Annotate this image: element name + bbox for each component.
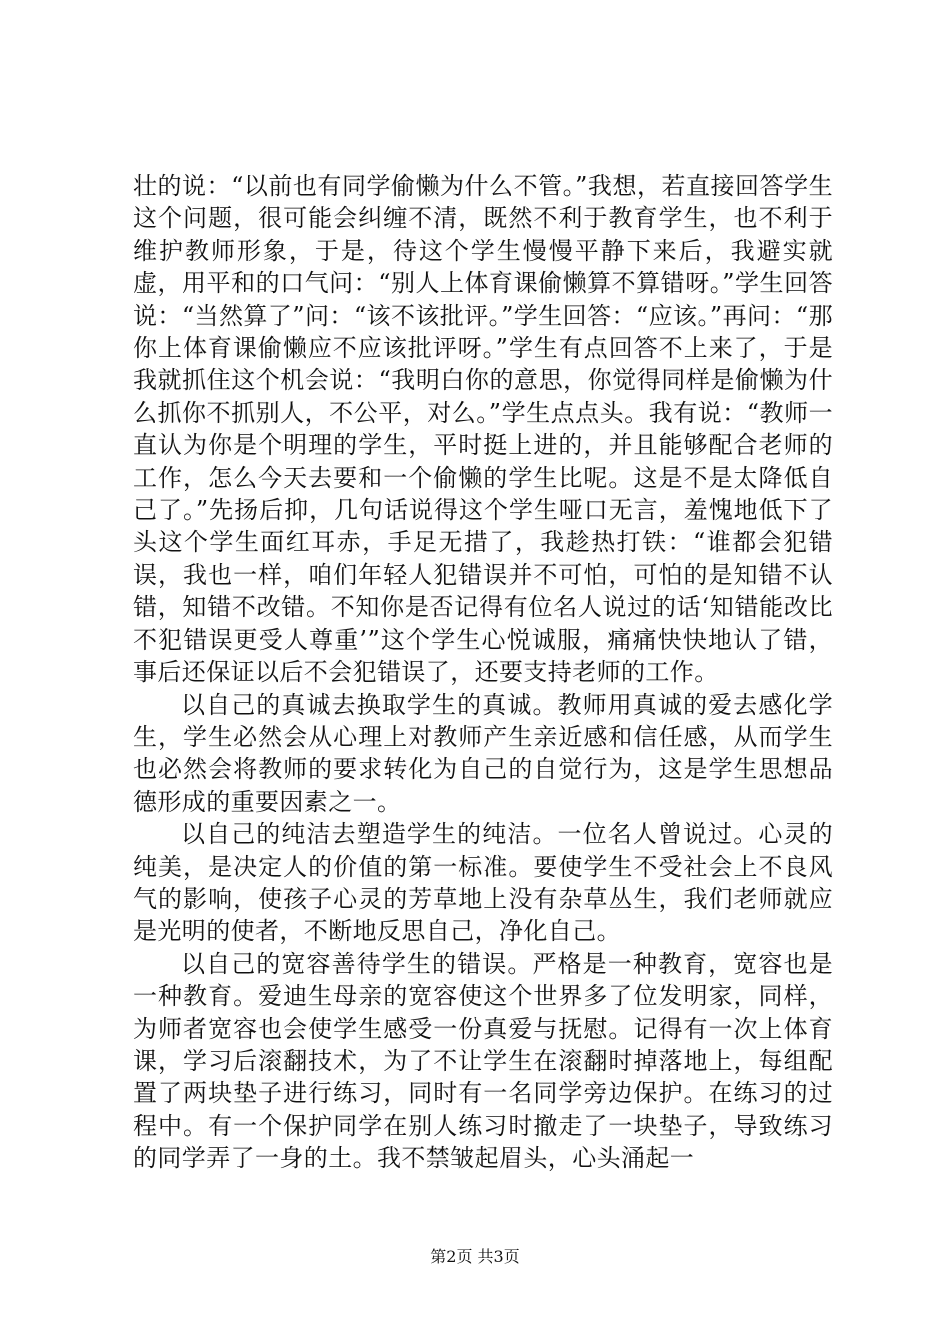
body-text xyxy=(133,170,833,1175)
paragraph-3: 以自己的纯洁去塑造学生的纯洁。一位名人曾说过。心灵的纯美，是决定人的价值的第一标准。要使学生不受社会上不良风气的影响，使孩子心灵的芳草地上没有杂草丛生，我们老师就应是光明的使者，不断地反思自己，净化自己。 xyxy=(133,820,833,946)
page-footer xyxy=(0,1247,950,1267)
paragraph-2: 以自己的真诚去换取学生的真诚。教师用真诚的爱去感化学生，学生必然会从心理上对教师产生亲近感和信任感，从而学生也必然会将教师的要求转化为自己的自觉行为，这是学生思想品德形成的重要因素之一。 xyxy=(133,690,833,816)
paragraph-1: 壮的说：“以前也有同学偷懒为什么不管。”我想，若直接回答学生这个问题，很可能会纠缠不清，既然不利于教育学生，也不利于维护教师形象，于是，待这个学生慢慢平静下来后，我避实就虚，用平和的口气问：“别人上体育课偷懒算不算错呀。”学生回答说：“当然算了”问：“该不该批评。”学生回答：“应该。”再问：“那你上体育课偷懒应不应该批评呀。”学生有点回答不上来了，于是我就抓住这个机会说：“我明白你的意思，你觉得同样是偷懒为什么抓你不抓别人，不公平，对么。”学生点点头。我有说：“教师一直认为你是个明理的学生，平时挺上进的，并且能够配合老师的工作，怎么今天去要和一个偷懒的学生比呢。这是不是太降低自己了。”先扬后抑，几句话说得这个学生哑口无言，羞愧地低下了头这个学生面红耳赤，手足无措了，我趁热打铁：“谁都会犯错误，我也一样，咱们年轻人犯错误并不可怕，可怕的是知错不认错，知错不改错。不知你是否记得有位名人说过的话‘知错能改比不犯错误更受人尊重’”这个学生心悦诚服，痛痛快快地认了错，事后还保证以后不会犯错误了，还要支持老师的工作。 xyxy=(133,172,833,687)
page-number-label: 第2页 共3页 xyxy=(430,1247,520,1266)
paragraph-4: 以自己的宽容善待学生的错误。严格是一种教育，宽容也是一种教育。爱迪生母亲的宽容使这个世界多了位发明家，同样，为师者宽容也会使学生感受一份真爱与抚慰。记得有一次上体育课，学习后滚翻技术，为了不让学生在滚翻时掉落地上，每组配置了两块垫子进行练习，同时有一名同学旁边保护。在练习的过程中。有一个保护同学在别人练习时撤走了一块垫子，导致练习的同学弄了一身的土。我不禁皱起眉头，心头涌起一 xyxy=(133,949,833,1173)
